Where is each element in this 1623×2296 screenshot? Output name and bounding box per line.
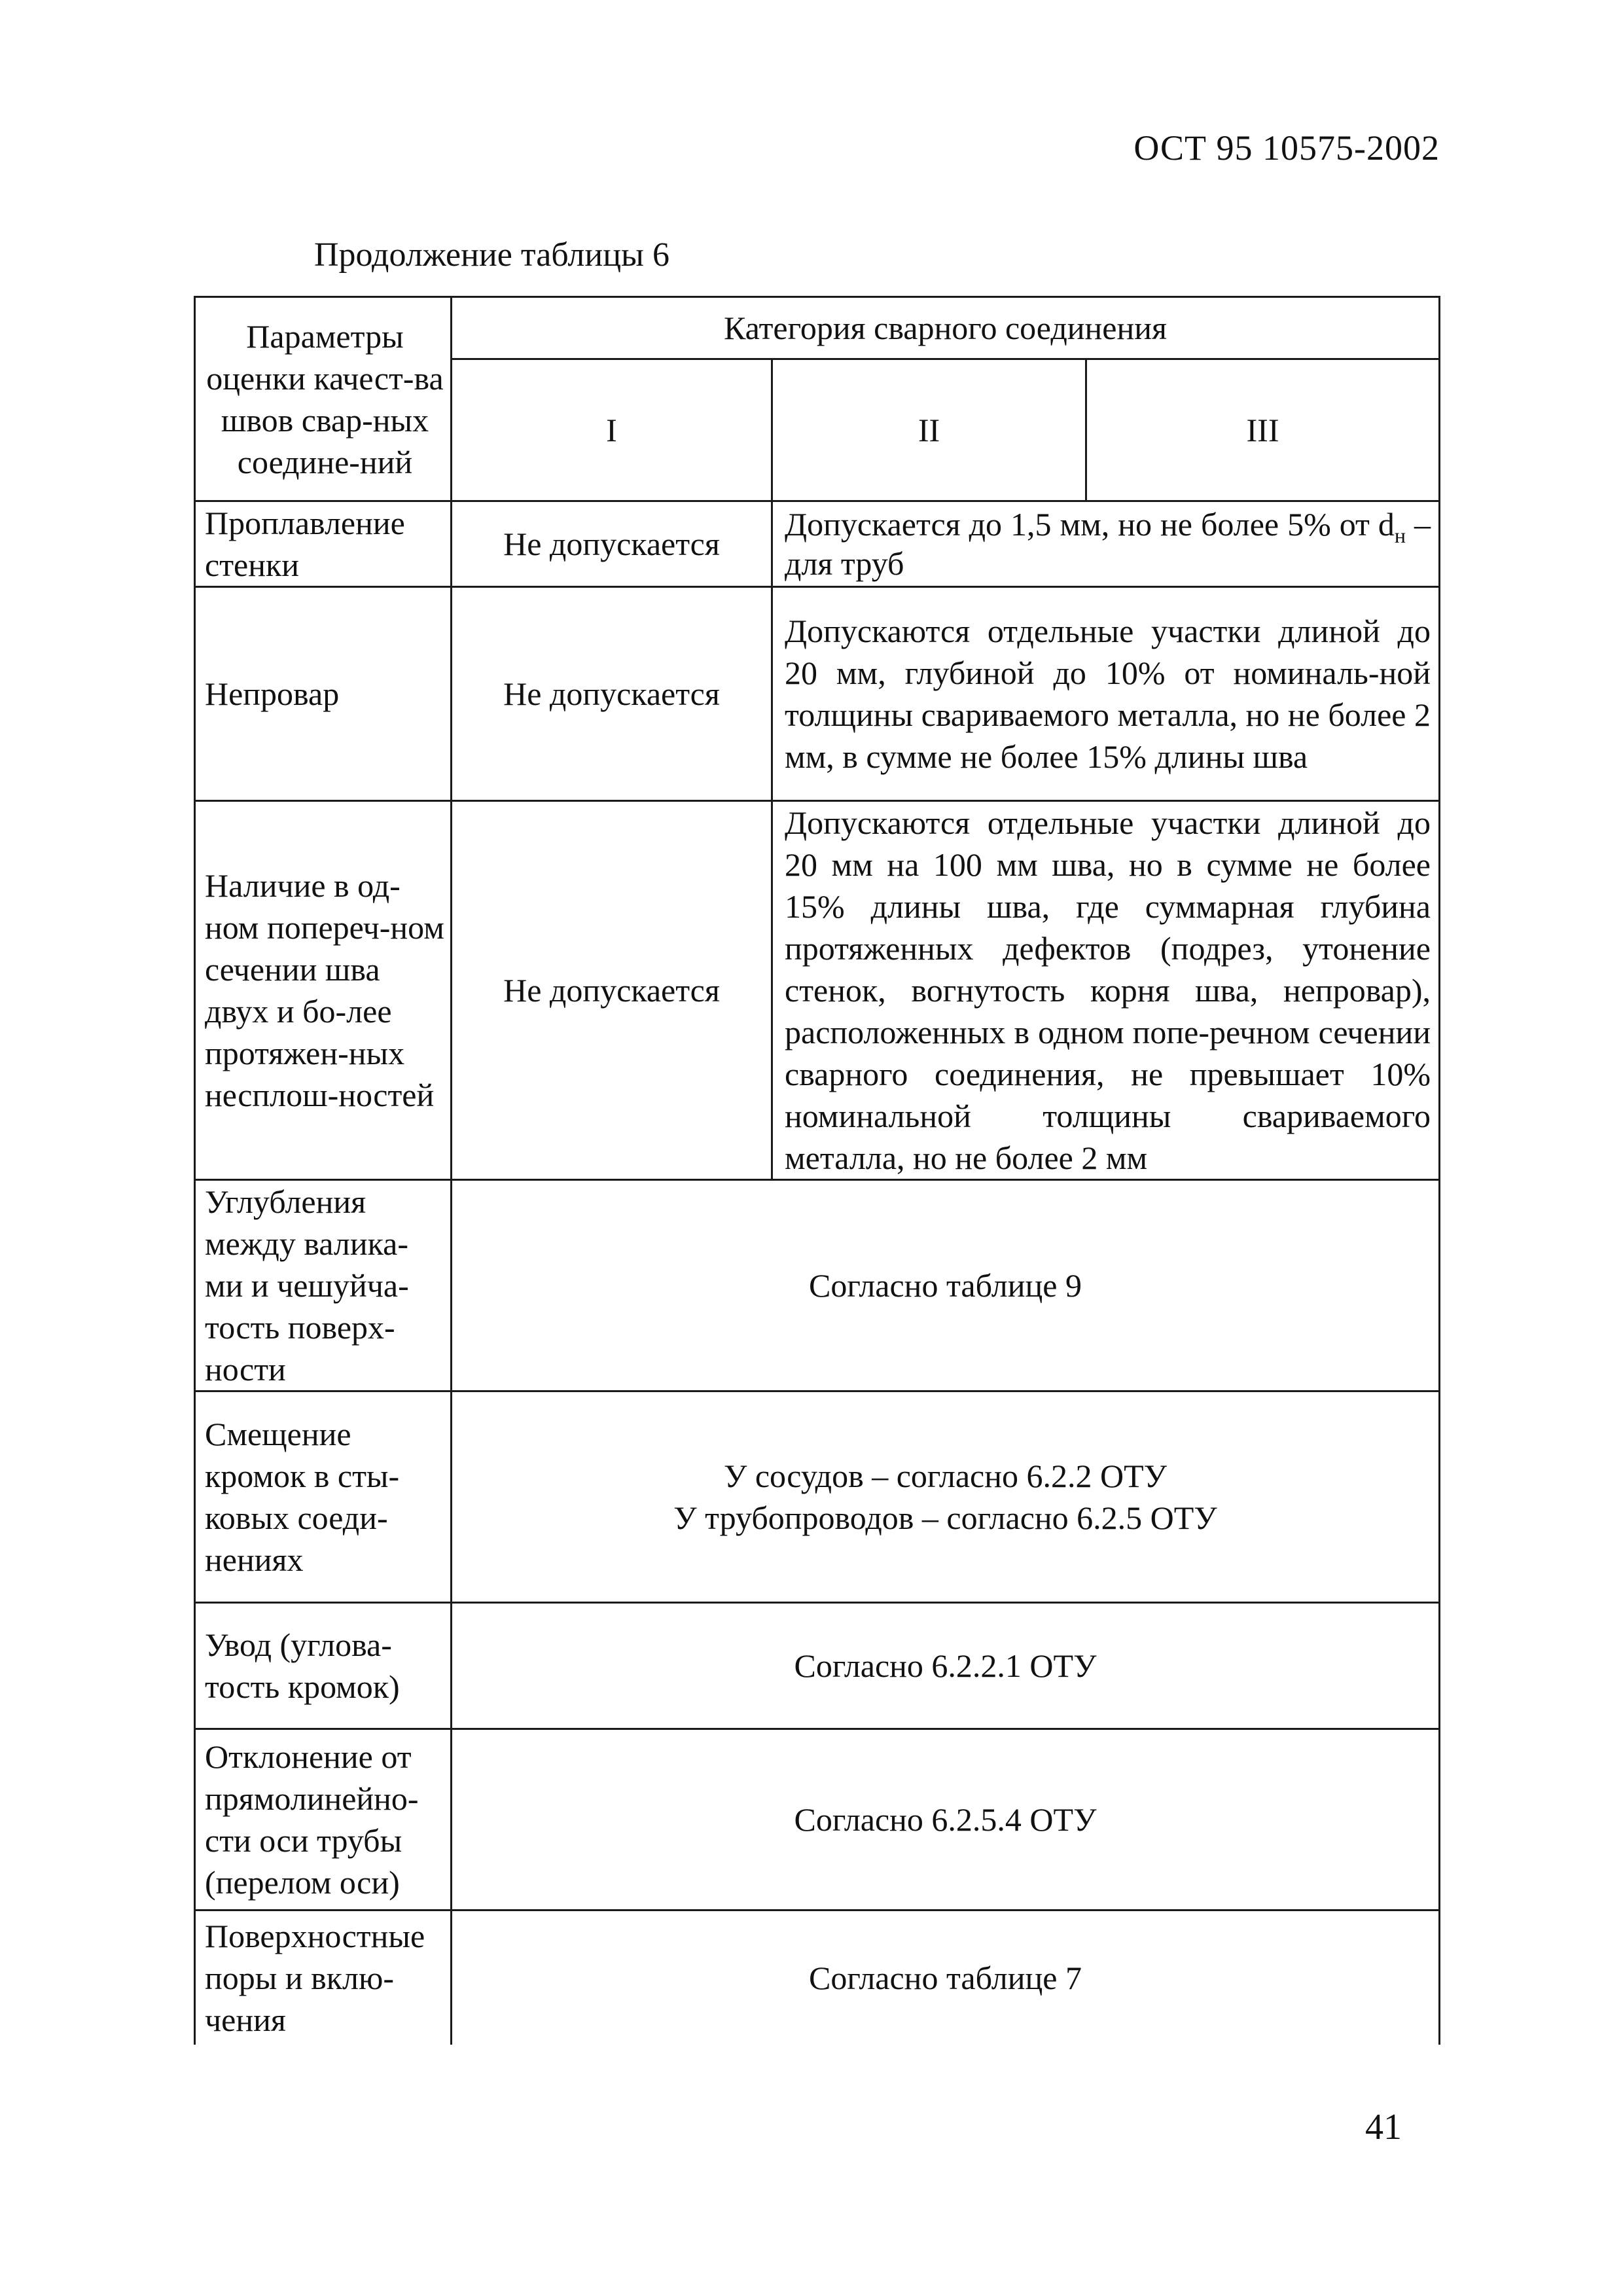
cat23-cell: Допускаются отдельные участки длиной до 20 мм на 100 мм шва, но в сумме не более 15% длины шва, где суммарная глубина протяженных дефектов (подрез, утонение стенок, вогнутость корня шва, непровар), расположенных в одном попе-речном сечении сварного соединения, не превышает 10% номинальной толщины свариваемого металла, но не более 2 мм [772, 801, 1440, 1180]
cat1-cell: Не допускается [452, 801, 772, 1180]
cat1-cell: Не допускается [452, 501, 772, 587]
param-cell: Непровар [195, 587, 452, 801]
cat23-text-prefix: Допускается до 1,5 мм, но не более 5% от d [785, 506, 1395, 543]
param-cell: Смещение кромок в сты-ковых соеди-нениях [195, 1391, 452, 1603]
table-caption: Продолжение таблицы 6 [314, 236, 669, 274]
cat23-text-suffix: – для труб [785, 506, 1431, 582]
table-row [195, 1910, 1440, 2045]
category-i-cell: I [452, 359, 772, 501]
table-row [195, 801, 1440, 1180]
param-cell: Наличие в од-ном попереч-ном сечении шва двух и бо-лее протяжен-ных несплош-ностей [195, 801, 452, 1180]
cat23-cell: Допускаются отдельные участки длиной до 20 мм, глубиной до 10% от номиналь-ной толщины свариваемого металла, но не более 2 мм, в сумме не более 15% длины шва [772, 587, 1440, 801]
cat23-subscript: н [1394, 524, 1406, 547]
table-row [195, 501, 1440, 587]
all-categories-cell [452, 1391, 1440, 1603]
all-categories-cell: Согласно таблице 7 [452, 1910, 1440, 2045]
param-cell: Углубления между валика-ми и чешуйча-тость поверх-ности [195, 1180, 452, 1391]
table-row [195, 1391, 1440, 1603]
category-header-cell: Категория сварного соединения [452, 297, 1440, 359]
quality-table [194, 296, 1440, 2045]
table-row [195, 1603, 1440, 1729]
param-cell: Увод (углова-тость кромок) [195, 1603, 452, 1729]
table-row [195, 1729, 1440, 1910]
page-number: 41 [1365, 2107, 1402, 2147]
param-header-cell: Параметры оценки качест-ва швов свар-ных соедине-ний [195, 297, 452, 501]
all-categories-cell: Согласно таблице 9 [452, 1180, 1440, 1391]
table-row [195, 1180, 1440, 1391]
param-cell: Отклонение от прямолинейно-сти оси трубы (перелом оси) [195, 1729, 452, 1910]
category-ii-cell: II [772, 359, 1086, 501]
category-iii-cell: III [1086, 359, 1440, 501]
vessel-requirement: У сосудов – согласно 6.2.2 ОТУ [723, 1458, 1168, 1494]
param-cell: Поверхностные поры и вклю-чения [195, 1910, 452, 2045]
all-categories-cell: Согласно 6.2.5.4 ОТУ [452, 1729, 1440, 1910]
table-header-row [195, 297, 1440, 359]
cat23-cell [772, 501, 1440, 587]
document-code: ОСТ 95 10575-2002 [1133, 128, 1440, 168]
pipeline-requirement: У трубопроводов – согласно 6.2.5 ОТУ [673, 1499, 1217, 1536]
param-cell: Проплавление стенки [195, 501, 452, 587]
all-categories-cell: Согласно 6.2.2.1 ОТУ [452, 1603, 1440, 1729]
table-row [195, 587, 1440, 801]
cat1-cell: Не допускается [452, 587, 772, 801]
